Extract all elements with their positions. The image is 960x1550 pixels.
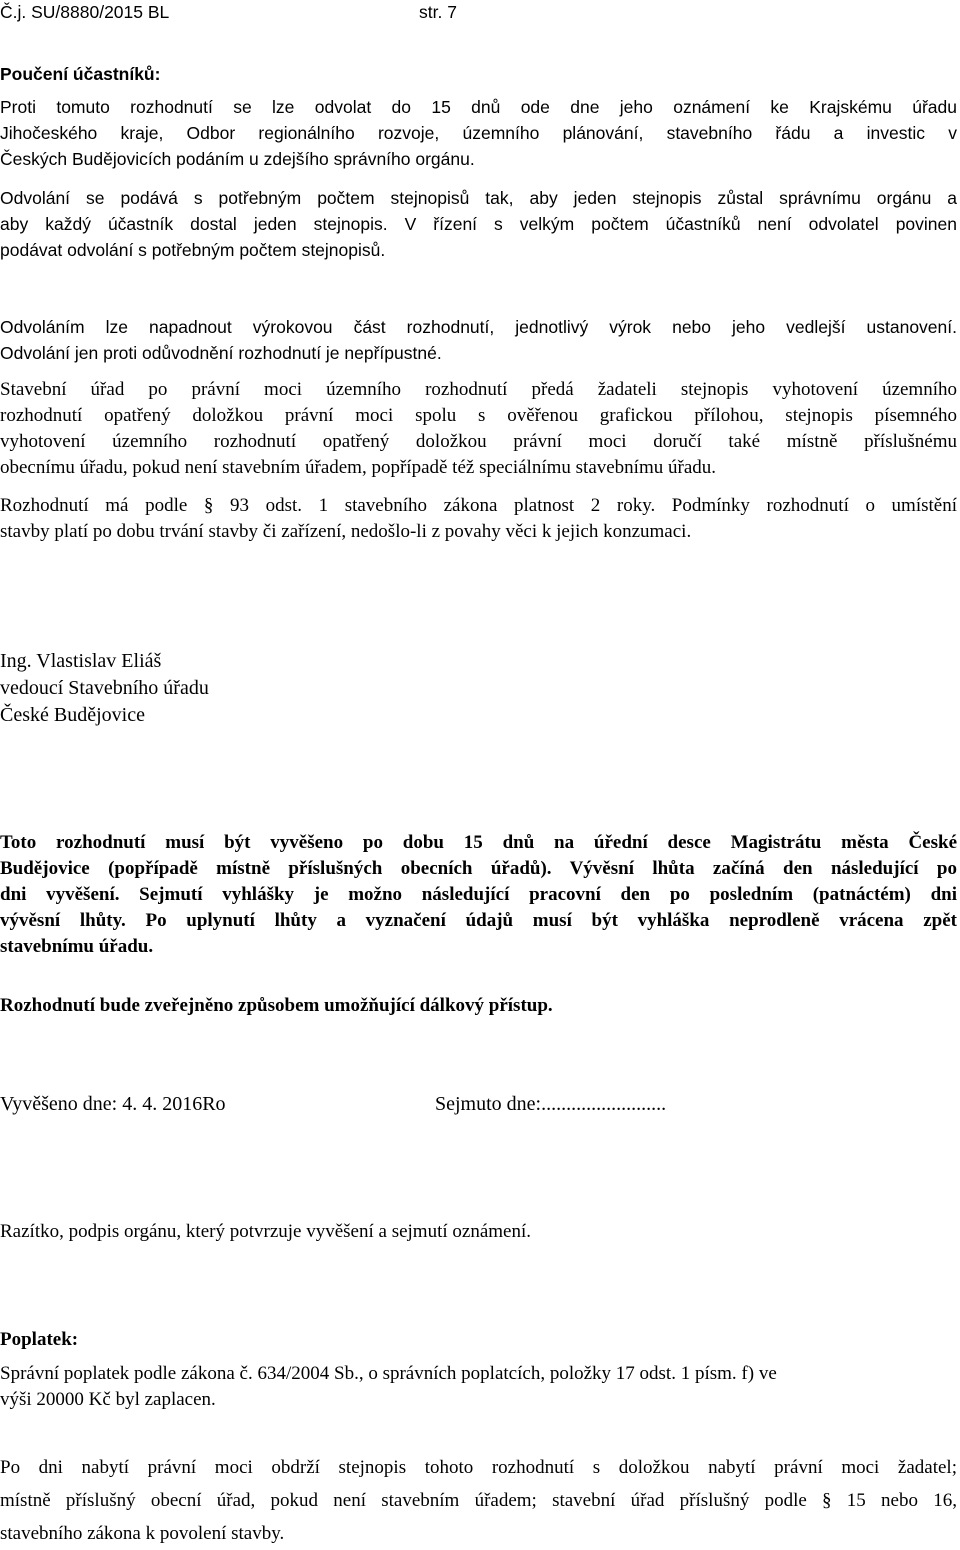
fee-heading: Poplatek: <box>0 1329 79 1350</box>
text-line: Proti tomuto rozhodnutí se lze odvolat do 15 dnů ode dne jeho oznámení ke Krajskému úřadu <box>0 97 957 117</box>
text-line: vyhotovení územního rozhodnutí opatřený doložkou právní moci doručí také místně příslušnému <box>0 431 957 452</box>
text-line: Rozhodnutí má podle § 93 odst. 1 stavebního zákona platnost 2 roky. Podmínky rozhodnutí o umístění <box>0 495 957 516</box>
text-line: Odvolání se podává s potřebným počtem stejnopisů tak, aby jeden stejnopis zůstal správnímu orgánu a <box>0 188 957 208</box>
page-number: str. 7 <box>419 2 457 22</box>
text-line: stavebnímu úřadu. <box>0 936 154 957</box>
removed-date: Sejmuto dne:......................... <box>435 1093 667 1115</box>
text-line: dni vyvěšení. Sejmutí vyhlášky je možno následující pracovní den po posledním (patnáctém) dni <box>0 884 957 905</box>
text-line: vývěsní lhůty. Po uplynutí lhůty a vyznačení údajů musí být vyhláška neprodleně vrácena zpět <box>0 910 957 931</box>
text-line: rozhodnutí opatřený doložkou právní moci spolu s ověřenou grafickou přílohou, stejnopis písemného <box>0 405 957 426</box>
text-line: Správní poplatek podle zákona č. 634/2004 Sb., o správních poplatcích, položky 17 odst. 1 písm. f) ve <box>0 1363 777 1384</box>
text-line: Budějovice (popřípadě místně příslušných obecních úřadů). Vývěsní lhůta začíná den následující po <box>0 858 957 879</box>
text-line: stavby platí po dobu trvání stavby či zařízení, nedošlo-li z povahy věci k jejich konzumaci. <box>0 521 692 542</box>
text-line: Jihočeského kraje, Odbor regionálního rozvoje, územního plánování, stavebního řádu a investic v <box>0 123 957 143</box>
text-line: Českých Budějovicích podáním u zdejšího správního orgánu. <box>0 149 475 169</box>
text-line: Toto rozhodnutí musí být vyvěšeno po dobu 15 dnů na úřední desce Magistrátu města České <box>0 832 957 853</box>
text-line: Po dni nabytí právní moci obdrží stejnopis tohoto rozhodnutí s doložkou nabytí právní moci žadatel; <box>0 1457 957 1478</box>
signatory-name: Ing. Vlastislav Eliáš <box>0 650 162 672</box>
text-line: Odvoláním lze napadnout výrokovou část rozhodnutí, jednotlivý výrok nebo jeho vedlejší ustanovení. <box>0 317 957 337</box>
signatory-city: České Budějovice <box>0 704 145 726</box>
text-line: stavebního zákona k povolení stavby. <box>0 1523 285 1544</box>
text-line: aby každý účastník dostal jeden stejnopis. V řízení s velkým počtem účastníků není odvolatel povinen <box>0 214 957 234</box>
section-heading-instructions: Poučení účastníků: <box>0 64 161 84</box>
text-line: podávat odvolání s potřebným počtem stejnopisů. <box>0 240 386 260</box>
text-line: výši 20000 Kč byl zaplacen. <box>0 1389 216 1410</box>
public-access-note: Rozhodnutí bude zveřejněno způsobem umožňující dálkový přístup. <box>0 995 553 1016</box>
text-line: Stavební úřad po právní moci územního rozhodnutí předá žadateli stejnopis vyhotovení územního <box>0 379 957 400</box>
posted-date: Vyvěšeno dne: 4. 4. 2016Ro <box>0 1093 226 1115</box>
text-line: obecnímu úřadu, pokud není stavebním úřadem, popřípadě též speciálnímu stavebnímu úřadu. <box>0 457 716 478</box>
signatory-role: vedoucí Stavebního úřadu <box>0 677 209 699</box>
text-line: Odvolání jen proti odůvodnění rozhodnutí je nepřípustné. <box>0 343 442 363</box>
text-line: místně příslušný obecní úřad, pokud není stavebním úřadem; stavební úřad příslušný podle § 15 nebo 16, <box>0 1490 957 1511</box>
document-reference: Č.j. SU/8880/2015 BL <box>0 2 170 22</box>
stamp-note: Razítko, podpis orgánu, který potvrzuje vyvěšení a sejmutí oznámení. <box>0 1221 531 1242</box>
